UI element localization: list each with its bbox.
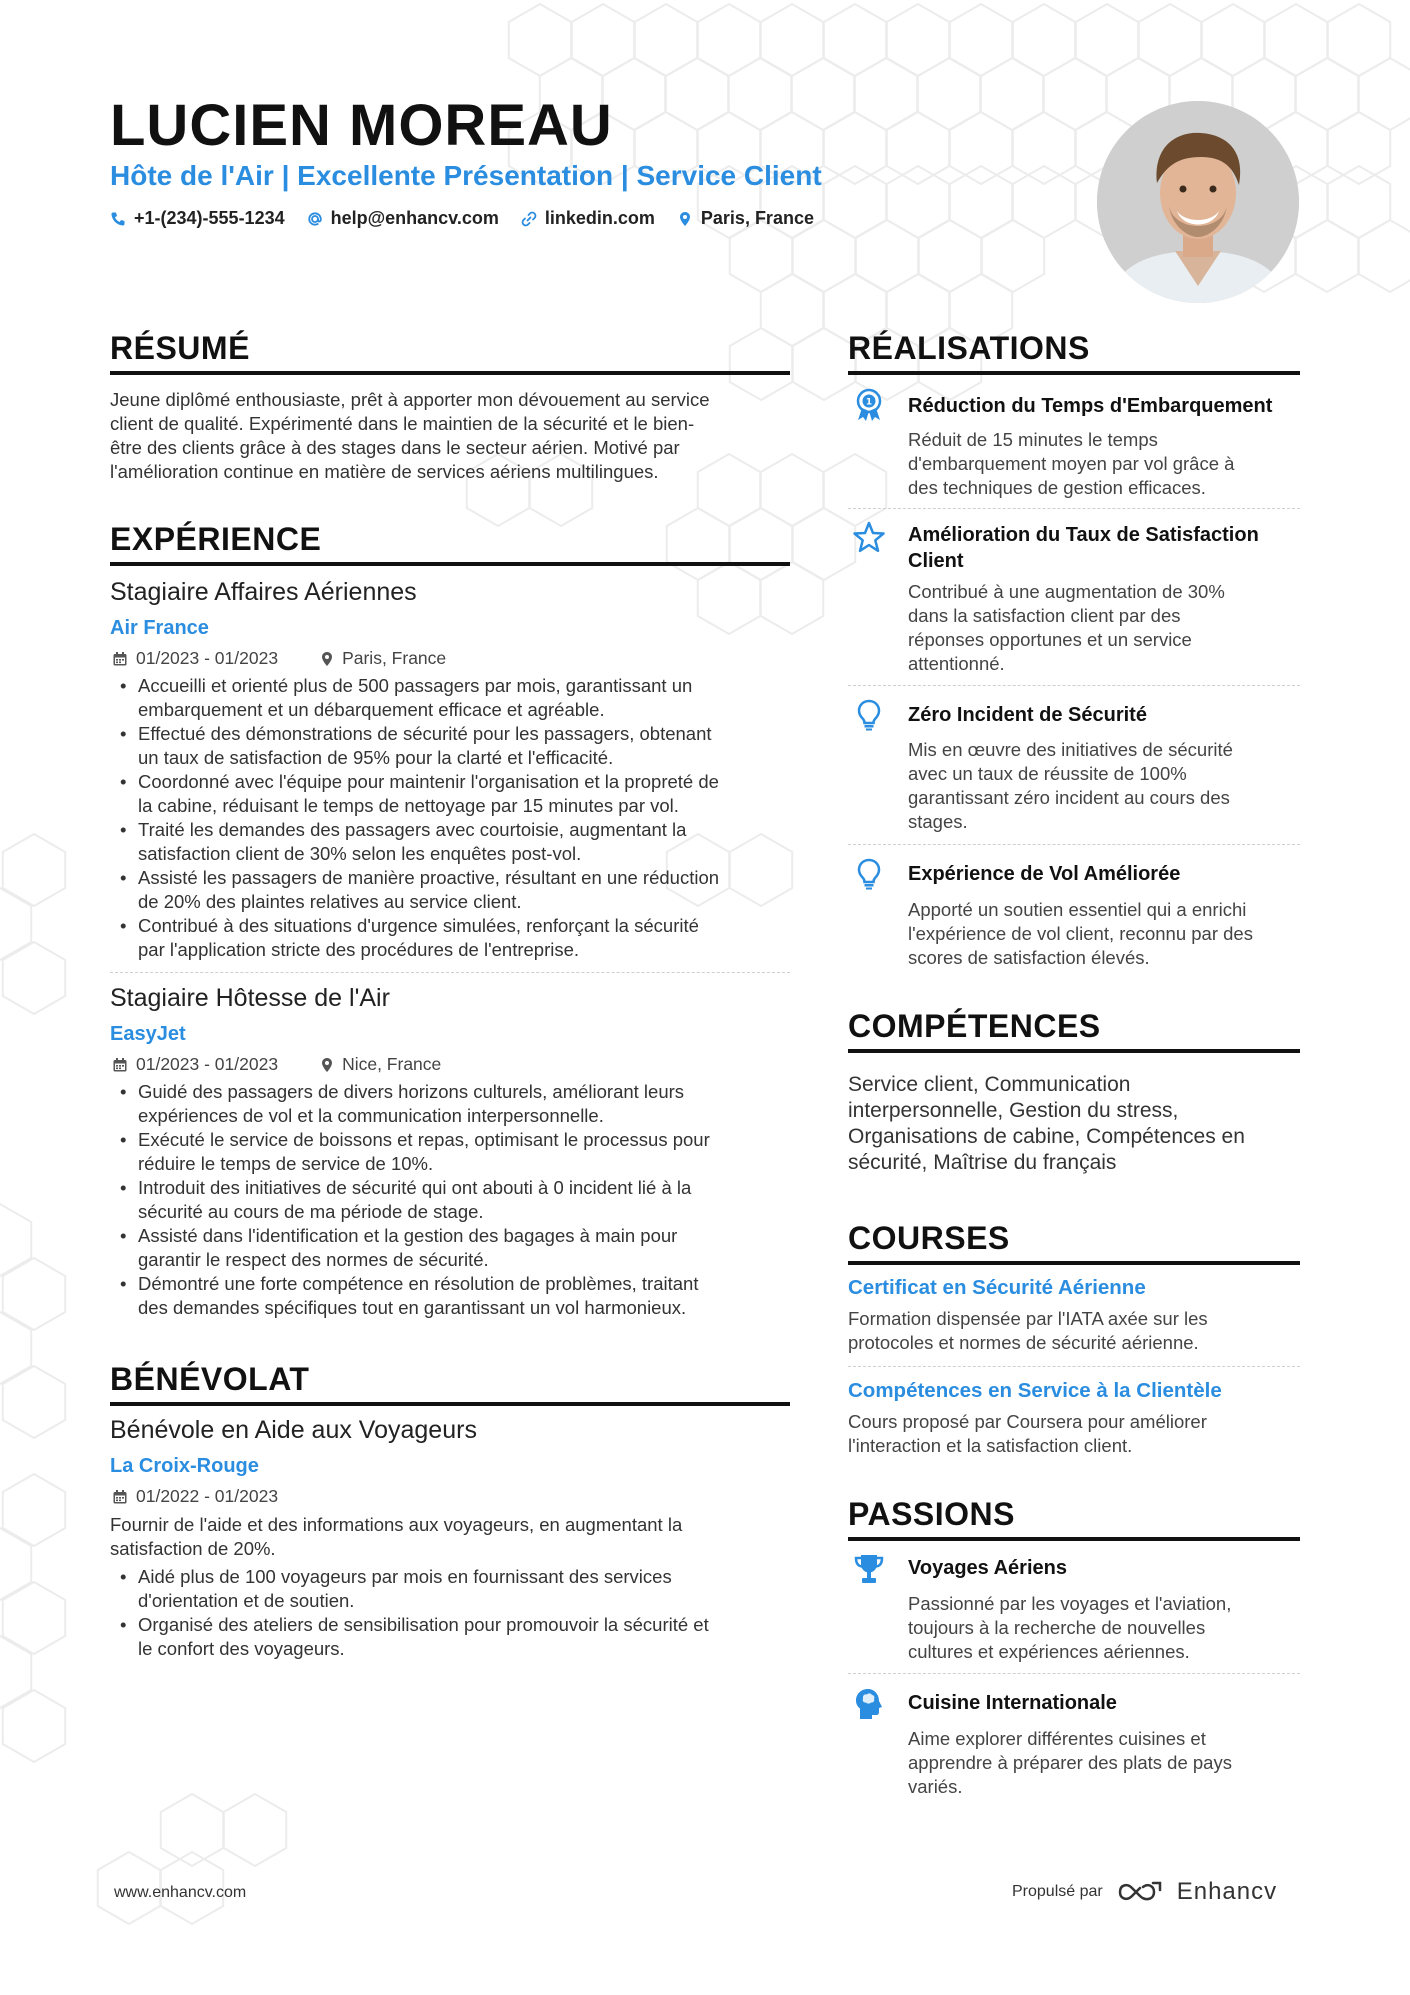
course-description (848, 1410, 1207, 1458)
at-icon (307, 211, 323, 227)
job-title: Stagiaire Affaires Aériennes (110, 578, 417, 606)
contact-location-text: Paris, France (700, 208, 814, 228)
job-dates: 01/2023 - 01/2023 (136, 648, 279, 668)
volunteer-dates: 01/2022 - 01/2023 (136, 1486, 279, 1506)
resume-line: Jeune diplômé enthousiaste, prêt à apporter mon dévouement au service (110, 389, 710, 410)
volunteer-meta (112, 1486, 278, 1507)
bullet-line: • Guidé des passagers de divers horizons culturels, améliorant leurs (138, 1081, 685, 1102)
divider (848, 685, 1300, 686)
brand-name: Enhancv (1176, 1878, 1278, 1905)
section-title-resume: RÉSUMÉ (110, 330, 250, 366)
divider (848, 1366, 1300, 1367)
contact-phone-text: +1-(234)-555-1234 (134, 208, 285, 228)
contact-email[interactable] (307, 208, 499, 229)
achievement-title-line: Réduction du Temps d'Embarquement (908, 395, 1273, 417)
profile-photo (1097, 101, 1299, 303)
passion-description (908, 1727, 1232, 1799)
desc-line: des techniques de gestion efficaces. (908, 477, 1206, 498)
achievement-title-line: Amélioration du Taux de Satisfaction (908, 524, 1259, 546)
divider (848, 1673, 1300, 1674)
divider (110, 972, 790, 973)
bullet-line: • Démontré une forte compétence en résolution de problèmes, traitant (138, 1273, 699, 1294)
desc-line: attentionné. (908, 653, 1005, 674)
contact-email-text: help@enhancv.com (330, 208, 499, 228)
desc-line: Cours proposé par Coursera pour améliorer (848, 1411, 1207, 1432)
achievement-title-line: Client (908, 550, 964, 572)
desc-line: dans la satisfaction client par des (908, 605, 1181, 626)
desc-line: Passionné par les voyages et l'aviation, (908, 1593, 1232, 1614)
course-title: Certificat en Sécurité Aérienne (848, 1276, 1146, 1299)
list-item (138, 1272, 818, 1320)
bullet-line: • Accueilli et orienté plus de 500 passagers par mois, garantissant un (138, 675, 693, 696)
desc-line: apprendre à préparer des plats de pays (908, 1752, 1232, 1773)
section-rule (110, 1402, 790, 1406)
list-item (138, 818, 818, 866)
desc-line: cultures et expériences aériennes. (908, 1641, 1190, 1662)
job-dates: 01/2023 - 01/2023 (136, 1054, 279, 1074)
bullet-line: • Organisé des ateliers de sensibilisation pour promouvoir la sécurité et (138, 1614, 709, 1635)
achievement-description (908, 898, 1253, 970)
bullet-line: • Assisté les passagers de manière proactive, résultant en une réduction (138, 867, 720, 888)
passion-title: Voyages Aériens (908, 1557, 1067, 1579)
portrait-illustration (1097, 101, 1299, 303)
desc-line: scores de satisfaction élevés. (908, 947, 1150, 968)
section-title-volunteer: BÉNÉVOLAT (110, 1361, 310, 1397)
resume-line: l'amélioration continue en matière de services aériens multilingues. (110, 461, 659, 482)
bullet-line: la cabine, réduisant le temps de nettoyage par 15 minutes par vol. (138, 795, 679, 816)
volunteer-bullets (110, 1565, 818, 1661)
list-item (138, 1565, 818, 1613)
lightbulb-icon (852, 698, 886, 732)
desc-line: protocoles et normes de sécurité aérienne. (848, 1332, 1199, 1353)
volunteer-role: Bénévole en Aide aux Voyageurs (110, 1416, 477, 1444)
section-title-courses: COURSES (848, 1220, 1010, 1256)
lightbulb-icon (852, 857, 886, 891)
desc-line: Mis en œuvre des initiatives de sécurité (908, 739, 1233, 760)
desc-line: d'embarquement moyen par vol grâce à (908, 453, 1235, 474)
list-item (138, 1224, 818, 1272)
bullet-line: réduire le temps de service de 10%. (138, 1153, 434, 1174)
job-bullets (110, 674, 818, 962)
summary-line: satisfaction de 20%. (110, 1538, 276, 1559)
link-icon (521, 211, 537, 227)
resume-line: être des clients grâce à des stages dans le secteur aérien. Motivé par (110, 437, 680, 458)
list-item (138, 674, 818, 722)
achievement-title (908, 861, 1180, 887)
bullet-line: • Exécuté le service de boissons et repas, optimisant le processus pour (138, 1129, 710, 1150)
star-icon (852, 520, 886, 554)
list-item (138, 1128, 818, 1176)
section-rule (110, 562, 790, 566)
desc-line: toujours à la recherche de nouvelles (908, 1617, 1206, 1638)
desc-line: réponses opportunes et un service (908, 629, 1192, 650)
bullet-line: le confort des voyageurs. (138, 1638, 345, 1659)
job-location: Nice, France (342, 1054, 442, 1074)
section-rule (110, 371, 790, 375)
svg-text:1: 1 (865, 397, 873, 408)
section-title-experience: EXPÉRIENCE (110, 521, 322, 557)
job-meta (112, 1054, 441, 1075)
skills-line: sécurité, Maîtrise du français (848, 1151, 1117, 1174)
divider (848, 844, 1300, 845)
section-title-skills: COMPÉTENCES (848, 1008, 1101, 1044)
volunteer-organization: La Croix-Rouge (110, 1455, 259, 1477)
bullet-line: de 20% des plaintes relatives au service client. (138, 891, 522, 912)
bullet-line: • Coordonné avec l'équipe pour maintenir l'organisation et la propreté de (138, 771, 719, 792)
list-item (138, 770, 818, 818)
achievement-description (908, 428, 1234, 500)
list-item (138, 866, 818, 914)
contact-location (677, 208, 814, 229)
footer-branding[interactable] (1012, 1878, 1277, 1906)
trophy-icon (852, 1552, 886, 1586)
contact-linkedin[interactable] (521, 208, 655, 229)
desc-line: Aime explorer différentes cuisines et (908, 1728, 1206, 1749)
powered-by-label: Propulsé par (1012, 1883, 1103, 1900)
section-rule (848, 1261, 1300, 1265)
section-rule (848, 1537, 1300, 1541)
job-bullets (110, 1080, 818, 1320)
list-item (138, 914, 818, 962)
footer-website[interactable]: www.enhancv.com (114, 1884, 247, 1901)
company-name: Air France (110, 617, 209, 639)
job-location: Paris, France (342, 648, 447, 668)
passion-description (908, 1592, 1231, 1664)
location-pin-icon (320, 651, 334, 667)
desc-line: Contribué à une augmentation de 30% (908, 581, 1225, 602)
bullet-line: d'orientation et de soutien. (138, 1590, 355, 1611)
contact-linkedin-text: linkedin.com (544, 208, 655, 228)
skills-line: Service client, Communication (848, 1073, 1131, 1096)
achievement-title (908, 702, 1147, 728)
list-item (138, 1080, 818, 1128)
location-pin-icon (677, 211, 693, 227)
bullet-line: satisfaction client de 30% selon les enquêtes post-vol. (138, 843, 582, 864)
skills-line: interpersonnelle, Gestion du stress, (848, 1099, 1179, 1122)
desc-line: Réduit de 15 minutes le temps (908, 429, 1158, 450)
resume-summary (110, 388, 800, 484)
desc-line: stages. (908, 811, 968, 832)
desc-line: avec un taux de réussite de 100% (908, 763, 1187, 784)
list-item (138, 1176, 818, 1224)
location-pin-icon (320, 1057, 334, 1073)
enhancv-logo-icon (1117, 1879, 1163, 1905)
bullet-line: • Introduit des initiatives de sécurité qui ont abouti à 0 incident lié à la (138, 1177, 692, 1198)
section-rule (848, 371, 1300, 375)
desc-line: Formation dispensée par l'IATA axée sur les (848, 1308, 1208, 1329)
desc-line: Apporté un soutien essentiel qui a enrichi (908, 899, 1247, 920)
section-title-achievements: RÉALISATIONS (848, 330, 1090, 366)
achievement-title (908, 393, 1272, 419)
achievement-title (908, 522, 1259, 574)
skills-list (848, 1072, 1300, 1176)
company-name: EasyJet (110, 1023, 186, 1045)
bullet-line: des demandes spécifiques tout en garantissant un vol harmonieux. (138, 1297, 687, 1318)
skills-line: Organisations de cabine, Compétences en (848, 1125, 1245, 1148)
desc-line: garantissant zéro incident au cours des (908, 787, 1230, 808)
volunteer-summary (110, 1513, 800, 1561)
desc-line: l'interaction et la satisfaction client. (848, 1435, 1133, 1456)
achievement-description (908, 738, 1233, 834)
bullet-line: • Effectué des démonstrations de sécurité pour les passagers, obtenant (138, 723, 712, 744)
bullet-line: • Aidé plus de 100 voyageurs par mois en fournissant des services (138, 1566, 672, 1587)
desc-line: variés. (908, 1776, 963, 1797)
bullet-line: • Assisté dans l'identification et la gestion des bagages à main pour (138, 1225, 678, 1246)
bullet-line: • Traité les demandes des passagers avec courtoisie, augmentant la (138, 819, 687, 840)
divider (848, 508, 1300, 509)
section-rule (848, 1049, 1300, 1053)
list-item (138, 1613, 818, 1661)
headline: Hôte de l'Air | Excellente Présentation | Service Client (110, 160, 822, 191)
bullet-line: embarquement et un débarquement efficace et agréable. (138, 699, 605, 720)
award-ribbon-icon (852, 388, 886, 422)
bullet-line: un taux de satisfaction de 95% pour la clarté et l'efficacité. (138, 747, 614, 768)
course-description (848, 1307, 1208, 1355)
bullet-line: expériences de vol et la communication interpersonnelle. (138, 1105, 604, 1126)
resume-line: client de qualité. Expérimenté dans le maintien de la sécurité et le bien- (110, 413, 695, 434)
calendar-icon (112, 1057, 128, 1073)
achievement-title-line: Expérience de Vol Améliorée (908, 863, 1181, 885)
job-meta (112, 648, 446, 669)
desc-line: l'expérience de vol client, reconnu par des (908, 923, 1253, 944)
candidate-name: LUCIEN MOREAU (110, 93, 613, 158)
bullet-line: • Contribué à des situations d'urgence simulées, renforçant la sécurité (138, 915, 699, 936)
calendar-icon (112, 651, 128, 667)
contact-phone[interactable] (110, 208, 285, 229)
bullet-line: par l'application stricte des procédures de l'entreprise. (138, 939, 580, 960)
calendar-icon (112, 1489, 128, 1505)
section-title-passions: PASSIONS (848, 1496, 1015, 1532)
phone-icon (110, 211, 126, 227)
passion-title: Cuisine Internationale (908, 1692, 1117, 1714)
summary-line: Fournir de l'aide et des informations aux voyageurs, en augmentant la (110, 1514, 683, 1535)
bullet-line: garantir le respect des normes de sécurité. (138, 1249, 489, 1270)
achievement-title-line: Zéro Incident de Sécurité (908, 704, 1147, 726)
course-title: Compétences en Service à la Clientèle (848, 1379, 1222, 1402)
bullet-line: sécurité au cours de ma période de stage. (138, 1201, 484, 1222)
head-brain-icon (852, 1687, 886, 1721)
achievement-description (908, 580, 1225, 676)
contact-bar (110, 208, 814, 229)
job-title: Stagiaire Hôtesse de l'Air (110, 984, 390, 1012)
list-item (138, 722, 818, 770)
